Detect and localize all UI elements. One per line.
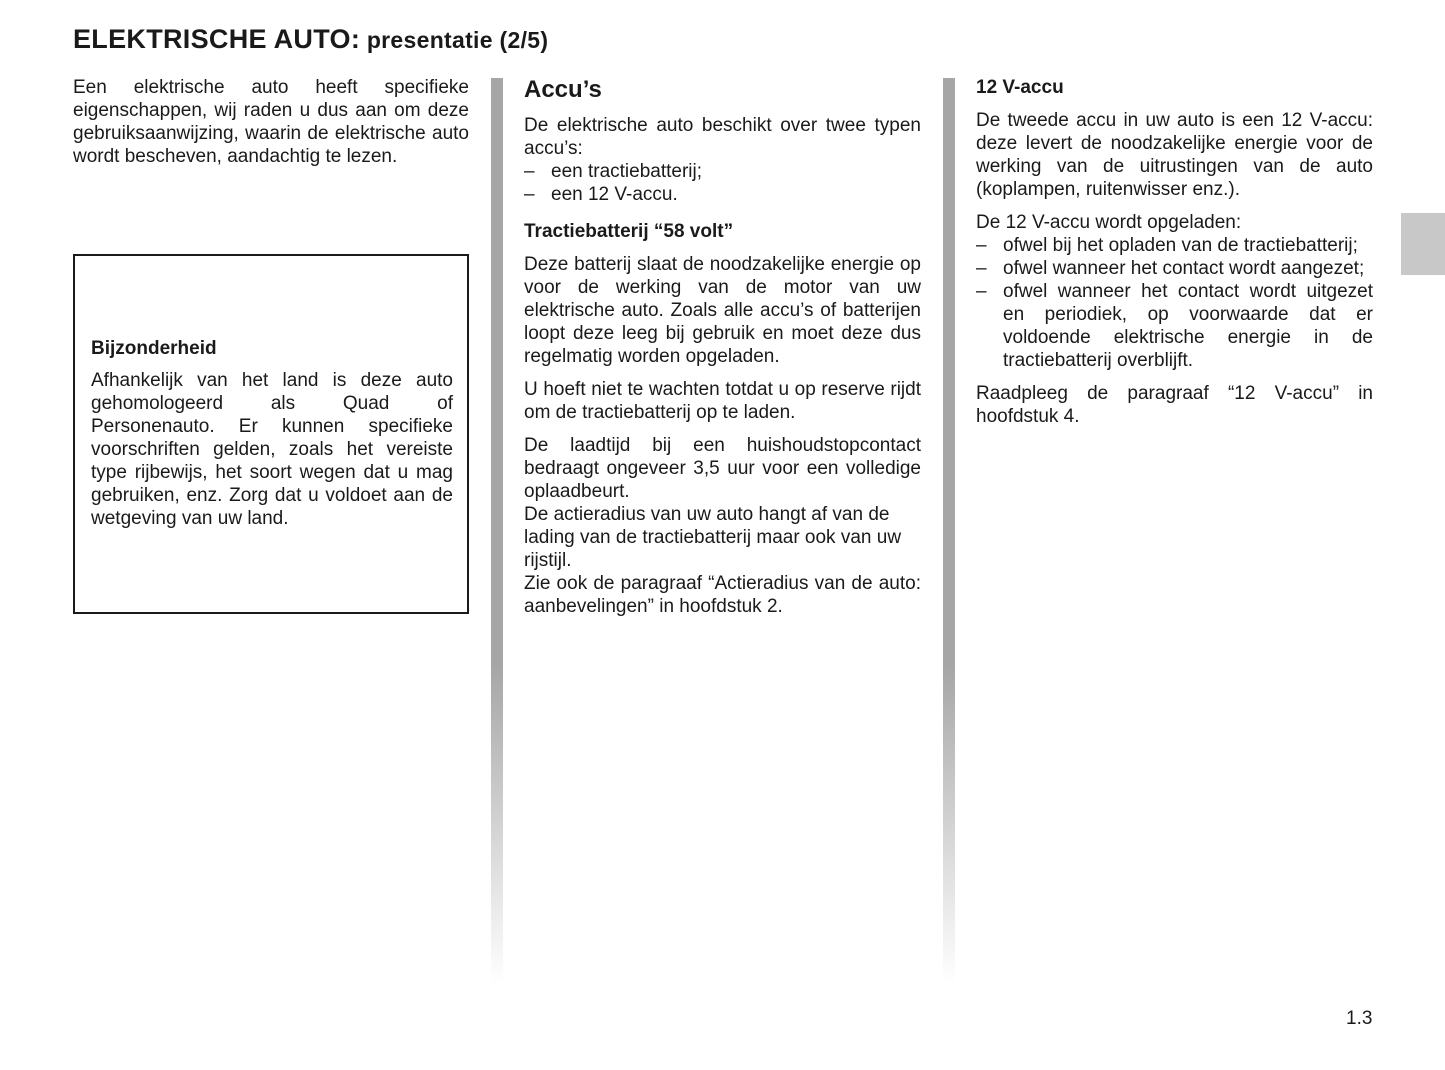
tractiebatterij-paragraph-2: U hoeft niet te wachten totdat u op reserve rijdt om de tractiebatterij op te laden. [524,379,921,423]
middle-column [524,76,921,628]
page-number: 1.3 [1346,1008,1373,1029]
charging-list [976,234,1373,372]
right-column [976,76,1373,438]
12v-paragraph-3: Raadpleeg de paragraaf “12 V-accu” in hoofdstuk 4. [976,383,1373,427]
list-item: – een 12 V-accu. [524,183,921,206]
tractiebatterij-paragraph-3b: De actieradius van uw auto hangt af van de lading van de tractiebatterij maar ook van uw rijstijl. [524,504,902,571]
page-title-sub: presentatie (2/5) [360,27,549,53]
page-title [73,24,548,55]
subheading-tractiebatterij: Tractiebatterij “58 volt” [524,221,734,242]
page-title-main: ELEKTRISCHE AUTO: [73,24,361,54]
column-divider-left [491,78,503,983]
chapter-tab [1401,213,1445,275]
note-heading: Bijzonderheid [91,338,217,359]
list-item: – een tractiebatterij; [524,160,921,183]
left-column [73,76,469,178]
list-item: – ofwel wanneer het contact wordt aangezet; [976,257,1373,280]
note-content [91,337,453,530]
12v-paragraph-2: De 12 V-accu wordt opgeladen: [976,212,1242,233]
list-item: – ofwel wanneer het contact wordt uitgezet en periodiek, op voorwaarde dat er voldoende elektrische energie in de tractiebatterij overblijft. [976,280,1373,372]
column-divider-right [943,78,955,983]
list-item: – ofwel bij het opladen van de tractiebatterij; [976,234,1373,257]
tractiebatterij-paragraph-1: Deze batterij slaat de noodzakelijke energie op voor de werking van de motor van uw elektrische auto. Zoals alle accu’s of batterijen loopt deze leeg bij gebruik en moet deze dus regelmatig worden opgeladen. [524,254,921,367]
accus-intro: De elektrische auto beschikt over twee typen accu’s: [524,115,921,159]
intro-paragraph: Een elektrische auto heeft specifieke eigenschappen, wij raden u dus aan om deze gebruiksaanwijzing, waarin de elektrische auto wordt bescheven, aandachtig te lezen. [73,77,469,167]
tractiebatterij-paragraph-3a: De laadtijd bij een huishoudstopcontact bedraagt ongeveer 3,5 uur voor een volledige oplaadbeurt. [524,435,921,502]
accu-types-list [524,160,921,206]
12v-paragraph-1: De tweede accu in uw auto is een 12 V-accu: deze levert de noodzakelijke energie voor de werking van de uitrustingen van de auto (koplampen, ruitenwisser enz.). [976,110,1373,200]
note-box [73,254,469,614]
tractiebatterij-paragraph-3c: Zie ook de paragraaf “Actieradius van de auto: aanbevelingen” in hoofdstuk 2. [524,573,921,617]
subheading-12v-accu: 12 V-accu [976,77,1064,98]
section-heading-accus: Accu’s [524,76,602,103]
note-text: Afhankelijk van het land is deze auto gehomologeerd als Quad of Personenauto. Er kunnen specifieke voorschriften gelden, zoals het vereiste type rijbewijs, het soort wegen dat u mag gebruiken, enz. Zorg dat u voldoet aan de wetgeving van uw land. [91,370,453,529]
